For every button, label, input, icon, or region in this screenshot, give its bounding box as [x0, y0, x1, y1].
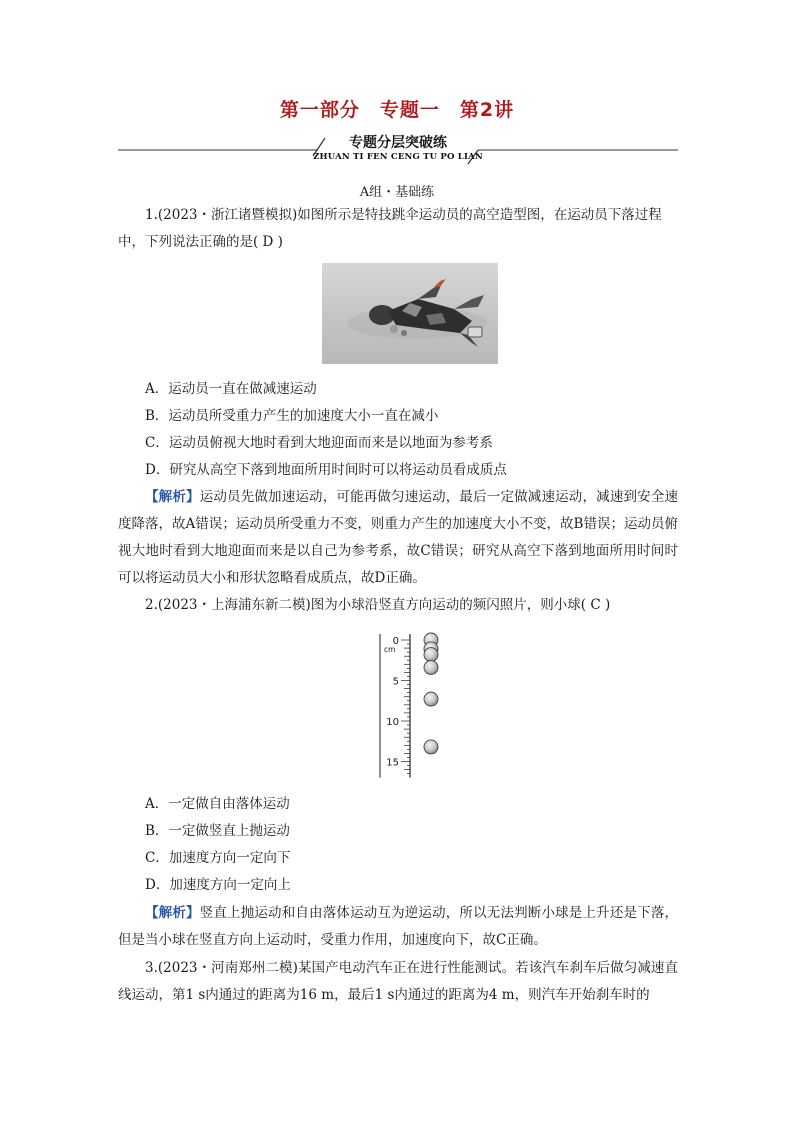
q2-analysis-text: 竖直上抛运动和自由落体运动互为逆运动，所以无法判断小球是上升还是下落，但是当小球在竖直方向上运动时，受重力作用，加速度向下，故C正确。 — [118, 905, 679, 948]
skydiver-photo — [322, 263, 498, 364]
q2-option-d: D．加速度方向一定向上 — [145, 877, 291, 893]
q2-option-a: A．一定做自由落体运动 — [145, 796, 290, 812]
q2-analysis-tag: 【解析】 — [145, 905, 200, 921]
group-label: A组・基础练 — [359, 185, 435, 200]
page-title: 第一部分 专题一 第2讲 — [279, 99, 515, 121]
strobe-photo-ruler — [370, 632, 460, 782]
q1-stem-line1: 1.(2023・浙江诸暨模拟)如图所示是特技跳伞运动员的高空造型图，在运动员下落过程 — [145, 207, 662, 223]
q2-option-c: C．加速度方向一定向下 — [145, 850, 291, 866]
ball-image — [424, 661, 438, 675]
ruler-unit-label: cm — [384, 645, 396, 654]
ball-image — [424, 740, 438, 754]
ball-image — [424, 692, 438, 706]
q1-option-c: C．运动员俯视大地时看到大地迎面而来是以地面为参考系 — [145, 435, 493, 451]
section-banner — [118, 130, 678, 170]
ruler-tick-label: 10 — [386, 717, 399, 728]
ruler-figure — [370, 632, 460, 782]
ruler-tick-label: 0 — [392, 636, 399, 647]
q1-analysis-tag: 【解析】 — [145, 489, 200, 505]
q1-analysis — [118, 484, 678, 592]
q1-option-a: A．运动员一直在做减速运动 — [145, 381, 317, 397]
banner-title: 专题分层突破练 — [349, 135, 447, 151]
q1-option-d: D．研究从高空下落到地面所用时间时可以将运动员看成质点 — [145, 462, 507, 478]
q2-analysis — [118, 900, 678, 954]
q2-stem: 2.(2023・上海浦东新二模)图为小球沿竖直方向运动的频闪照片，则小球( C ) — [145, 597, 611, 613]
q1-analysis-text: 运动员先做加速运动，可能再做匀速运动，最后一定做减速运动，减速到安全速度降落，故A错误；运动员所受重力不变，则重力产生的加速度大小不变，故B错误；运动员俯视大地时看到大地迎面而来是以自己为参考系，故C错误；研究从高空下落到地面所用时间时可以将运动员大小和形状忽略看成质点，故D正确。 — [118, 489, 679, 586]
q1-stem-line2: 中，下列说法正确的是( D ) — [118, 234, 283, 250]
ball-image — [424, 648, 438, 662]
banner-subtitle: ZHUAN TI FEN CENG TU PO LIAN — [313, 152, 483, 162]
q3-stem: 3.(2023・河南郑州二模)某国产电动汽车正在进行性能测试。若该汽车刹车后做匀减速直线运动，第1 s内通过的距离为16 m，最后1 s内通过的距离为4 m，则汽车开始刹车时的 — [118, 960, 678, 1003]
ruler-tick-label: 5 — [392, 676, 399, 688]
ruler-tick-label: 15 — [386, 757, 399, 769]
q1-option-b: B．运动员所受重力产生的加速度大小一直在减小 — [145, 408, 439, 424]
q2-option-b: B．一定做竖直上抛运动 — [145, 823, 290, 839]
